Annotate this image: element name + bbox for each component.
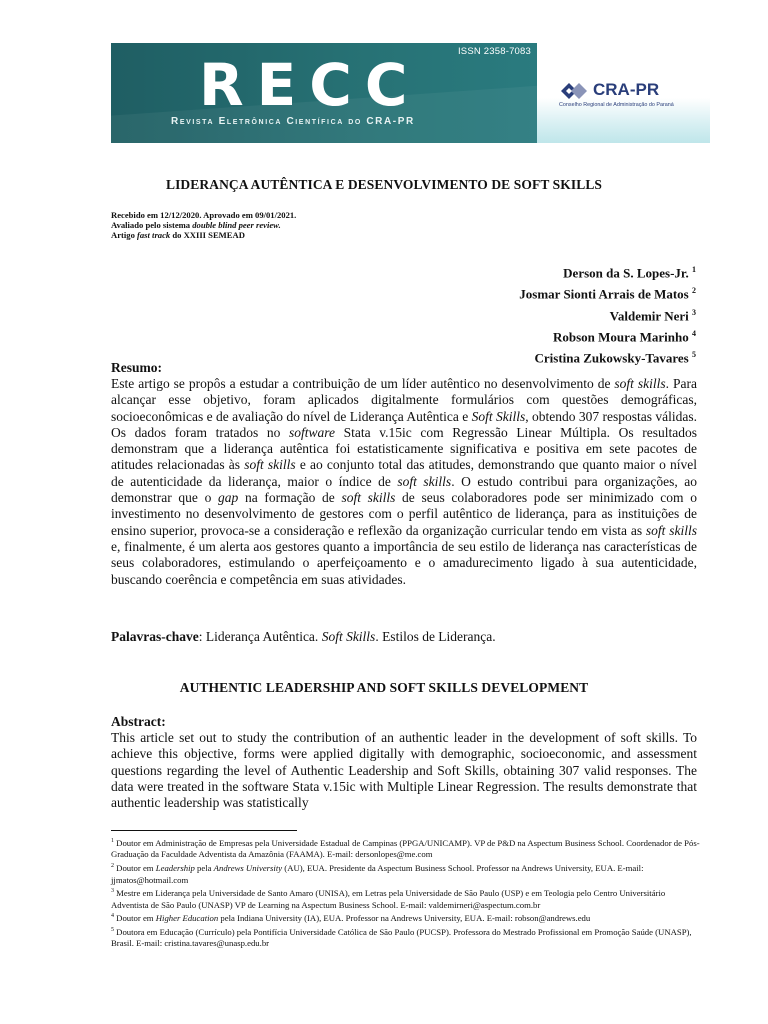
author-list [519, 261, 696, 368]
cra-logo-text: CRA-PR [593, 80, 660, 99]
journal-acronym: RECC [199, 51, 421, 119]
review-line: Avaliado pelo sistema double blind peer review. [111, 220, 281, 230]
footnote-5: $^5$ Doutora em Educação (Currículo) pela Pontifícia Universidade Católica de São Paulo (PUCSP). Professora do Mestrado Profissional em Promoção Saúde (UNASP), Brasil. E-mail: cristina.tavares@unasp.edu.br [111, 926, 692, 949]
keywords-line: Palavras-chave: Liderança Autêntica. Soft Skills. Estilos de Liderança. [111, 629, 496, 644]
footnotes [111, 836, 701, 950]
author: Cristina Zukowsky-Tavares $^5$ [534, 350, 696, 366]
author: Valdemir Neri $^3$ [609, 307, 696, 323]
footnote-3: $^3$ Mestre em Liderança pela Universidade de Santo Amaro (UNISA), em Letras pela Universidade de São Paulo (USP) e em Teologia pelo Centro Universitário Adventista de São Paulo (UNASP) VP de Learning na Aspectum Business School. E-mail: valdemirneri@aspectum.com.br [111, 888, 666, 910]
banner-left-panel [111, 43, 537, 143]
journal-banner [111, 43, 710, 143]
abstract-paragraph: This article set out to study the contribution of an authentic leader in the development of soft skills. To achieve this objective, forms were applied digitally with demographic, socioeconomic, and assessment questions regarding the level of Authentic Leadership and Soft Skills, obtaining 307 valid responses. The data were treated in the software Stata v.15ic with Multiple Linear Regression. The results demonstrate that authentic leadership was statistically [111, 730, 697, 811]
article-title-pt: LIDERANÇA AUTÊNTICA E DESENVOLVIMENTO DE SOFT SKILLS [165, 177, 603, 192]
author: Derson da S. Lopes-Jr. $^1$ [563, 265, 696, 281]
footnote-4: $^4$ Doutor em Higher Education pela Indiana University (IA), EUA. Professor na Andrews University, EUA. E-mail: robson@andrews.edu [111, 913, 591, 924]
resumo-heading: Resumo: [111, 360, 162, 375]
track-line: Artigo fast track do XXIII SEMEAD [111, 230, 245, 240]
abstract-heading: Abstract: [111, 714, 166, 729]
article-meta [111, 210, 296, 240]
author: Robson Moura Marinho $^4$ [552, 328, 696, 345]
resumo-paragraph: Este artigo se propôs a estudar a contribuição de um líder autêntico no desenvolvimento de soft skills. Para alcançar esse objetivo, foram aplicados digitalmente formulários com questões demográficas, socioeconômicas e de avaliação do nível de Liderança Autêntica e Soft Skills, obtendo 307 respostas válidas. Os dados foram tratados no software Stata v.15ic com Regressão Linear Múltipla. Os resultados demonstram que a liderança autêntica foi estatisticamente significativa e positiva em sete pacotes de atitudes relacionadas às soft skills e ao conjunto total das atitudes, demonstrando que quanto maior o nível de autenticidade da liderança, maior o índice de soft skills. O estudo contribui para organizações, ao demonstrar que o gap na formação de soft skills de seus colaboradores pode ser minimizado com o investimento no desenvolvimento de gestores com o perfil autêntico de liderança, para as instituições de ensino superior, provoca-se a consideração e reflexão da organização curricular tendo em vista as soft skills e, finalmente, é um alerta aos gestores quanto a importância de seu estilo de liderança nas características de seus colaboradores, estimulando o aperfeiçoamento e o amadurecimento ligado à sua autenticidade, buscando coerência e competência em suas atividades. [111, 376, 698, 587]
article-title-en: AUTHENTIC LEADERSHIP AND SOFT SKILLS DEVELOPMENT [179, 680, 589, 695]
cra-full-name: Conselho Regional de Administração do Paraná [559, 102, 674, 108]
footnote-2: $^2$ Doutor em Leadership pela Andrews University (AU), EUA. Presidente da Aspectum Business School. Professor na Andrews University, EUA. E-mail: jjmatos@hotmail.com [111, 862, 644, 885]
cra-logo-icon [559, 81, 589, 101]
issn-label: ISSN 2358-7083 [457, 46, 531, 57]
author: Josmar Sionti Arrais de Matos $^2$ [519, 286, 696, 302]
footnote-1: $^1$ Doutor em Administração de Empresas pela Universidade Estadual de Campinas (PPGA/UNICAMP). VP de P&D na Aspectum Business School. Coordenador de Pós-Graduação da Faculdade Adventista da Amazônia (FAAMA). E-mail: dersonlopes@me.com [111, 837, 700, 860]
banner-right-panel [537, 43, 710, 143]
journal-name: Revista Eletrônica Científica do CRA-PR [171, 116, 415, 127]
received-line: Recebido em 12/12/2020. Aprovado em 09/01/2021. [111, 210, 297, 220]
footnote-divider [111, 830, 297, 831]
